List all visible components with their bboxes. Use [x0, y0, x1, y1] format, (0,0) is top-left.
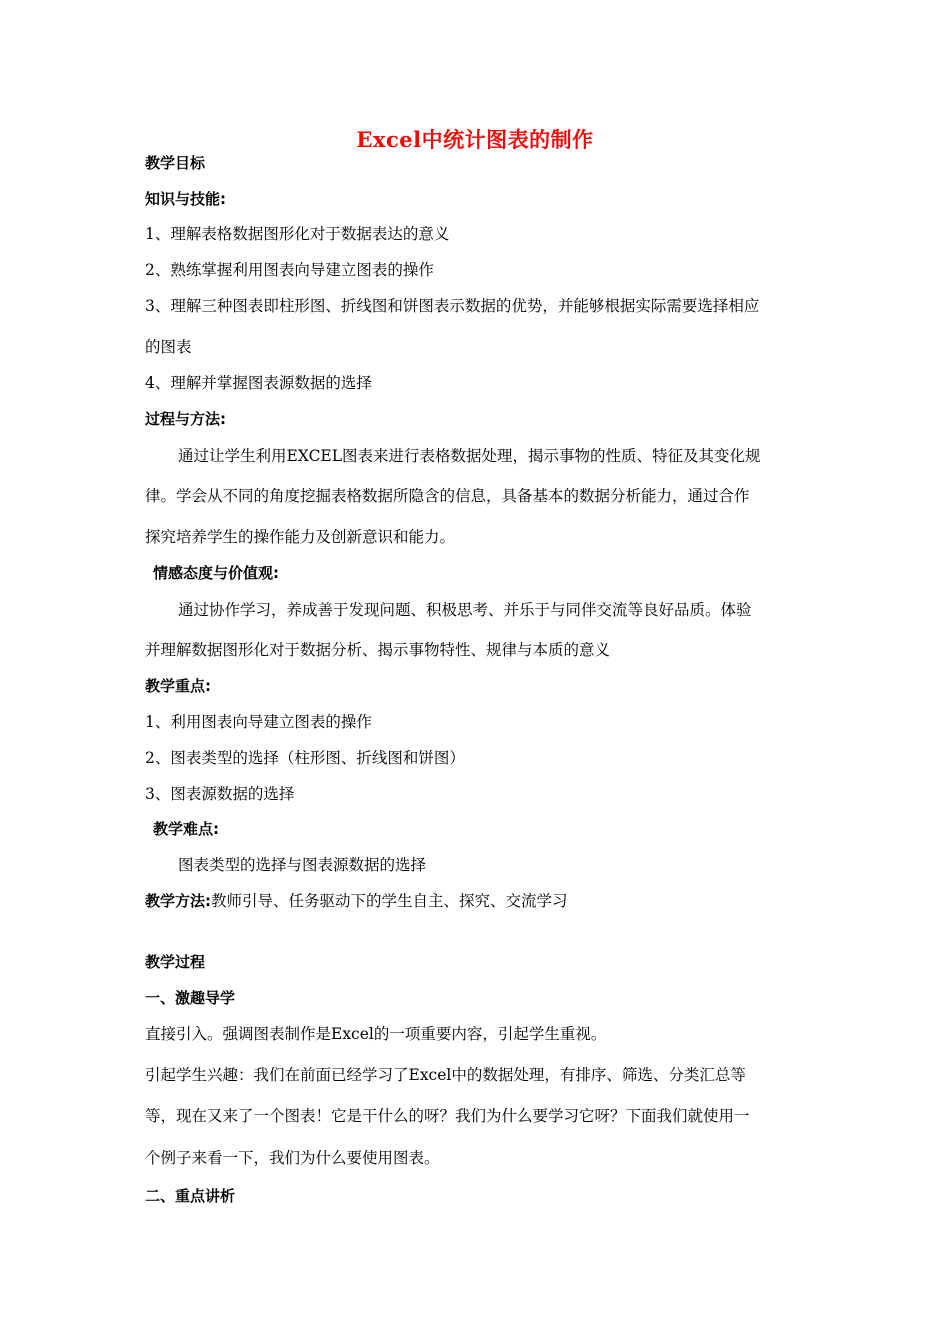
knowledge-item-3-cont: 的图表 — [145, 338, 192, 356]
section2-heading: 二、重点讲析 — [145, 1187, 236, 1205]
methods-line — [145, 891, 568, 911]
keypoints-heading: 教学重点: — [145, 677, 211, 695]
process-line-1: 通过让学生利用EXCEL图表来进行表格数据处理，揭示事物的性质、特征及其变化规 — [178, 447, 761, 465]
knowledge-item-4: 4、理解并掌握图表源数据的选择 — [145, 374, 372, 392]
difficulty-text: 图表类型的选择与图表源数据的选择 — [178, 856, 427, 874]
keypoints-item-1: 1、利用图表向导建立图表的操作 — [145, 713, 372, 731]
knowledge-item-3: 3、理解三种图表即柱形图、折线图和饼图表示数据的优势，并能够根据实际需要选择相应 — [145, 297, 760, 315]
knowledge-item-1: 1、理解表格数据图形化对于数据表达的意义 — [145, 225, 450, 243]
keypoints-item-2: 2、图表类型的选择（柱形图、折线图和饼图） — [145, 749, 465, 767]
objectives-heading: 教学目标 — [145, 154, 206, 172]
emotion-line-1: 通过协作学习，养成善于发现问题、积极思考、并乐于与同伴交流等良好品质。体验 — [178, 601, 752, 619]
knowledge-heading: 知识与技能: — [145, 190, 226, 208]
methods-text: 教师引导、任务驱动下的学生自主、探究、交流学习 — [211, 892, 568, 910]
process-heading: 过程与方法: — [145, 410, 226, 428]
section1-line-1: 直接引入。强调图表制作是Excel的一项重要内容，引起学生重视。 — [145, 1025, 607, 1043]
process-line-3: 探究培养学生的操作能力及创新意识和能力。 — [145, 528, 456, 546]
difficulty-heading: 教学难点: — [153, 820, 219, 838]
section1-line-4: 个例子来看一下，我们为什么要使用图表。 — [145, 1149, 440, 1167]
methods-heading: 教学方法: — [145, 892, 211, 910]
section1-line-3: 等，现在又来了一个图表！它是干什么的呀？我们为什么要学习它呀？下面我们就使用一 — [145, 1107, 750, 1125]
knowledge-item-2: 2、熟练掌握利用图表向导建立图表的操作 — [145, 261, 434, 279]
emotion-heading: 情感态度与价值观: — [153, 564, 279, 582]
process-line-2: 律。学会从不同的角度挖掘表格数据所隐含的信息，具备基本的数据分析能力，通过合作 — [145, 487, 750, 505]
document-title: Excel中统计图表的制作 — [356, 127, 594, 152]
procedure-heading: 教学过程 — [145, 953, 206, 971]
section1-line-2: 引起学生兴趣：我们在前面已经学习了Excel中的数据处理，有排序、筛选、分类汇总等 — [145, 1066, 746, 1084]
emotion-line-2: 并理解数据图形化对于数据分析、揭示事物特性、规律与本质的意义 — [145, 641, 611, 659]
section1-heading: 一、激趣导学 — [145, 989, 236, 1007]
keypoints-item-3: 3、图表源数据的选择 — [145, 785, 295, 803]
